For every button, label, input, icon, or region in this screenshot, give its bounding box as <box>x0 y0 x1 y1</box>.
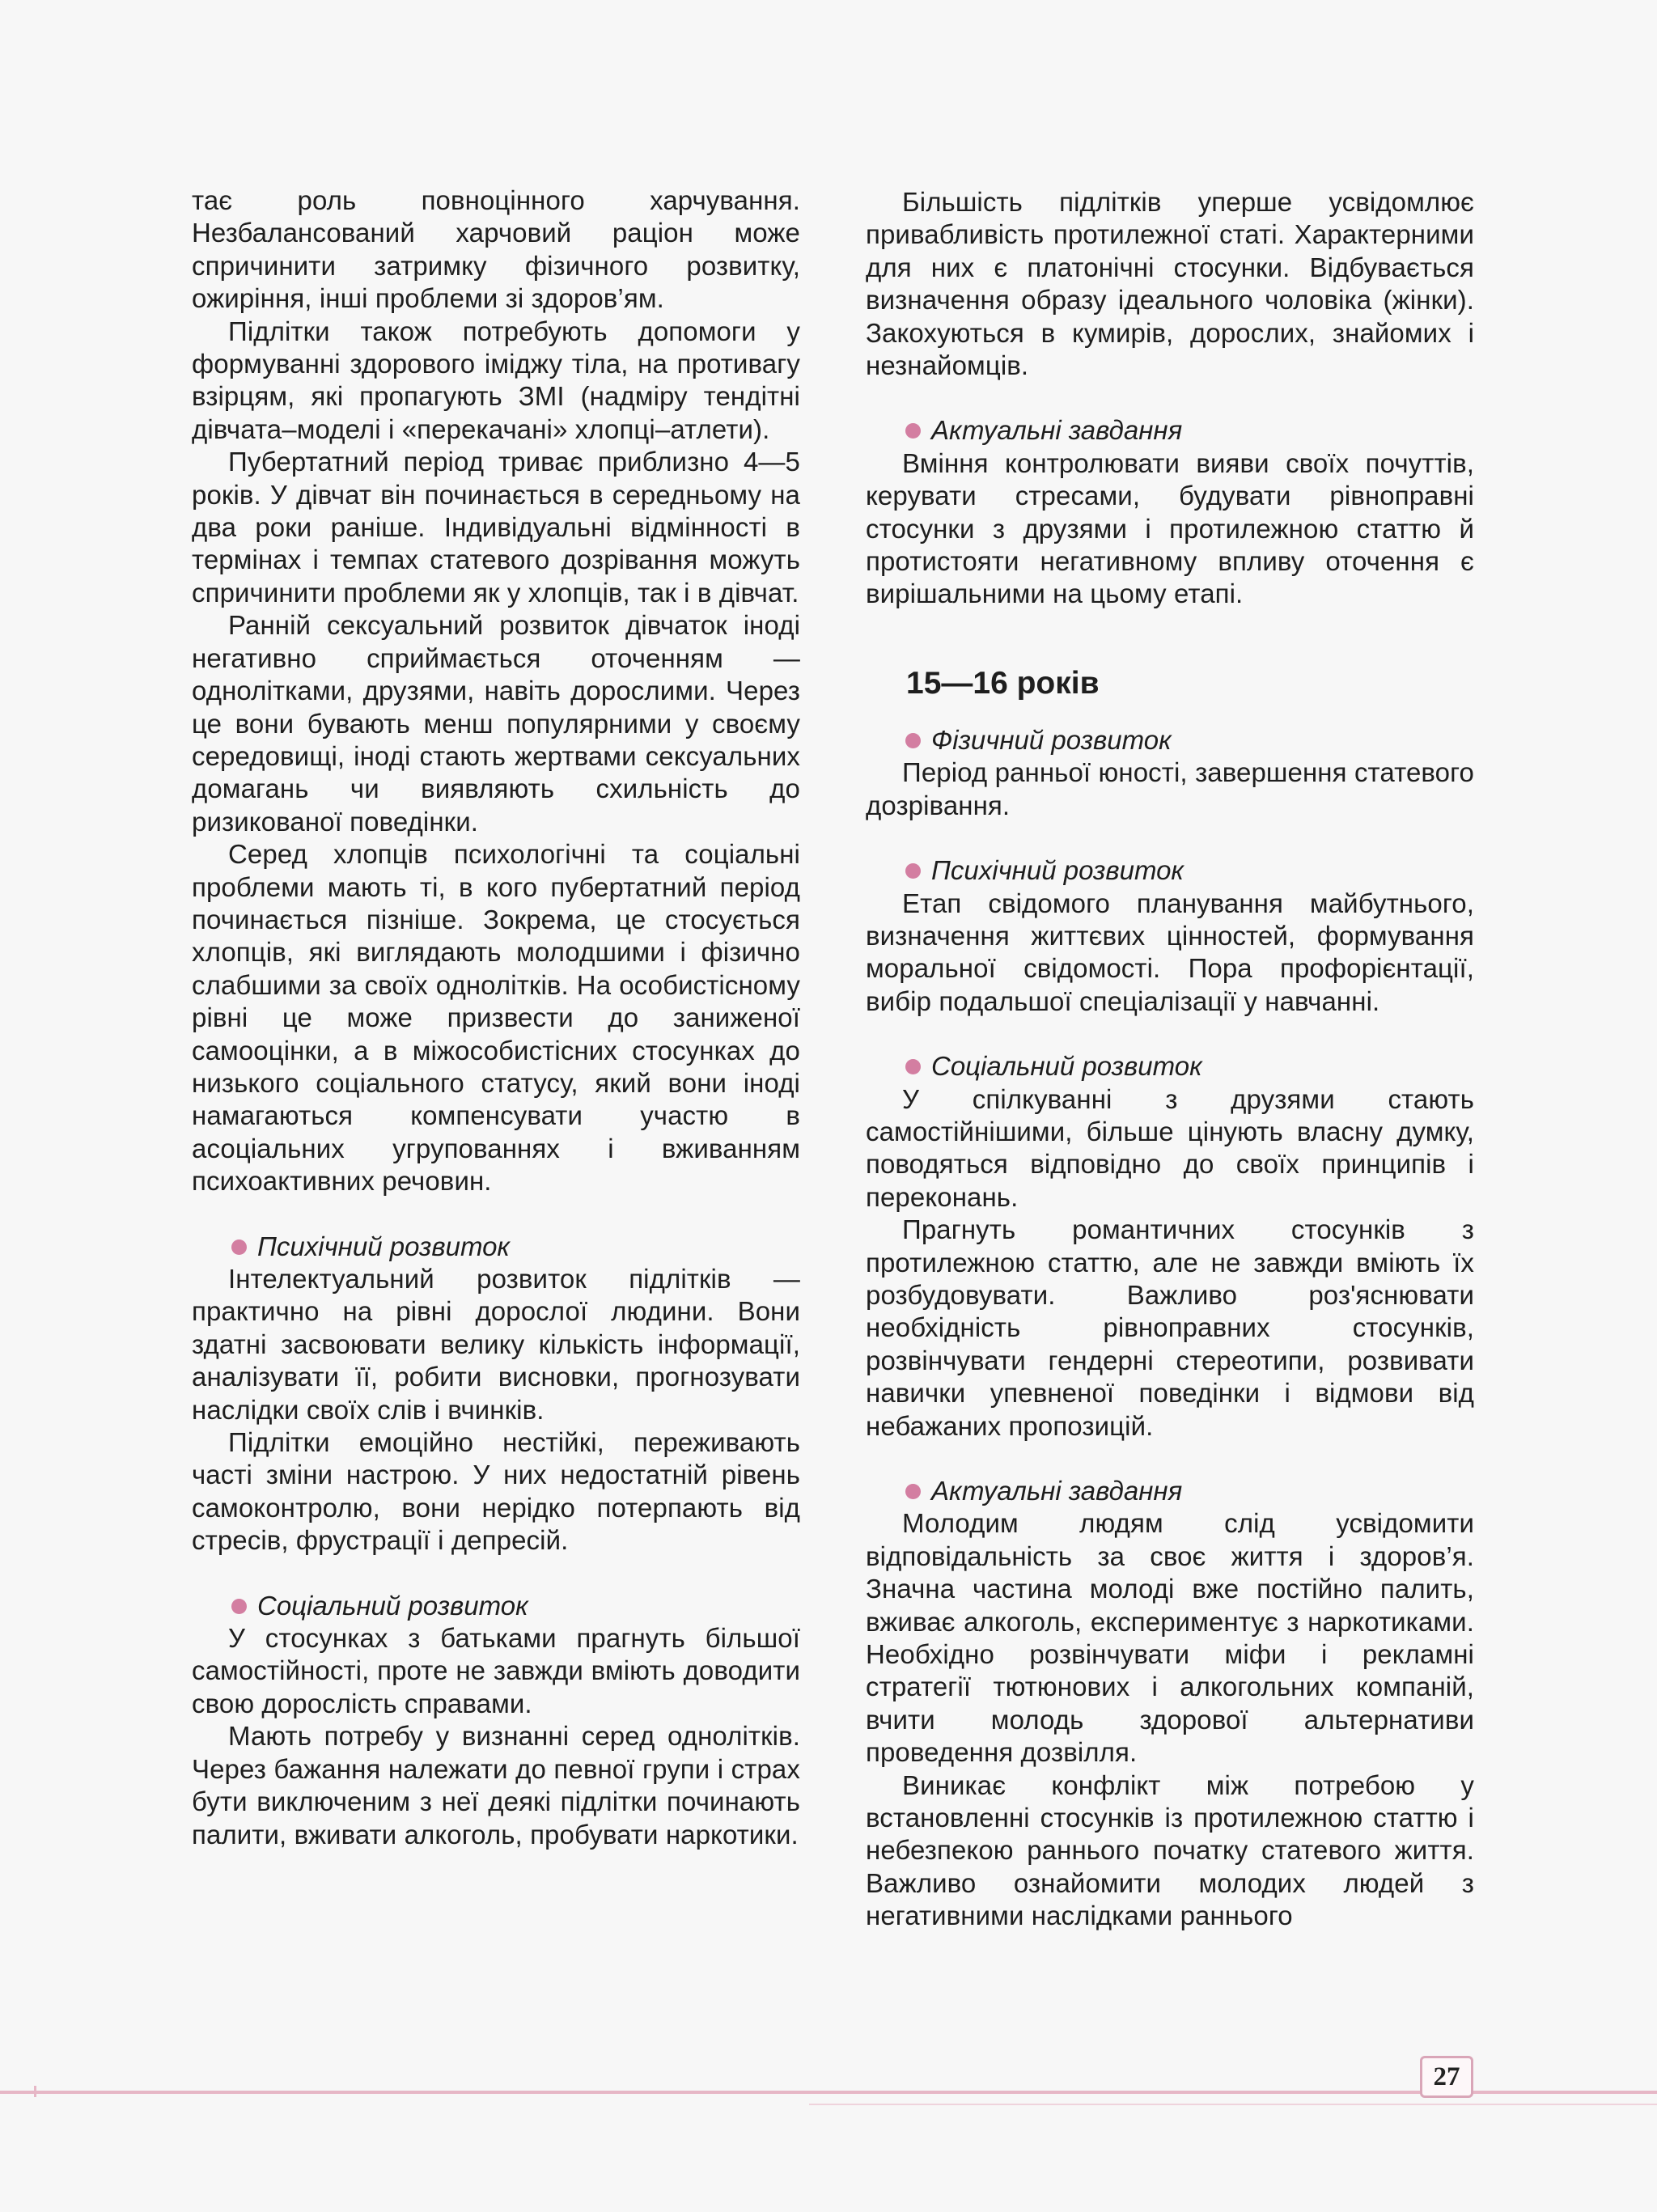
spacer <box>866 1018 1474 1050</box>
subsection-heading <box>192 1231 800 1263</box>
spacer <box>866 611 1474 643</box>
subsection-heading <box>192 1590 800 1622</box>
subsection-heading <box>866 724 1474 756</box>
subsection-heading-label: Фізичний розвиток <box>931 724 1172 755</box>
subsection-heading-label: Актуальні завдання <box>931 1476 1183 1506</box>
paragraph: Серед хлопців психологічні та соціальні проблеми мають ті, в кого пубертатний період починається пізніше. Зокрема, це стосується хлопців, які виглядають молодшими і фізично слабшими за своїх однолітків. На особистісному рівні це може призвести до заниженої самооцінки, а в міжособистісних стосунках до низького соціального статусу, який вони іноді намагаються компенсувати участю в асоціальних угрупованнях і вживанням психоактивних речовин. <box>192 839 800 1197</box>
subsection-heading <box>866 854 1474 887</box>
paragraph: Підлітки також потребують допомоги у формуванні здорового іміджу тіла, на противагу взірцям, які пропагують ЗМІ (надміру тендітні дівчата–моделі і «перекачані» хлопці–атлети). <box>192 316 800 444</box>
left-column <box>192 184 800 1851</box>
spacer <box>866 822 1474 854</box>
subsection-heading-label: Психічний розвиток <box>257 1231 511 1261</box>
paragraph: Прагнуть романтичних стосунків з протилежною статтю, але не завжди вміють їх розбудовувати. Важливо роз'яснювати необхідність рівноправних стосунків, розвінчувати гендерні стереотипи, розвивати навички упевненої поведінки і відмови від небажаних пропозицій. <box>866 1214 1474 1441</box>
paragraph: Молодим людям слід усвідомити відповідальність за своє життя і здоров’я. Значна частина молоді вже постійно палить, вживає алкоголь, експериментує з наркотиками. Необхідно розвінчувати міфи і рекламні стратегії тютюнових і алкогольних компаній, вчити молодь здорової альтернативи проведення дозвілля. <box>866 1508 1474 1768</box>
paragraph: Етап свідомого планування майбутнього, визначення життєвих цінностей, формування моральної свідомості. Пора профорієнтації, вибір подальшої спеціалізації у навчанні. <box>866 888 1474 1016</box>
paragraph: Вміння контролювати вияви своїх почуттів, керувати стресами, будувати рівноправні стосунки з друзями і протилежною статтю й протистояти негативному впливу оточення є вирішальними на цьому етапі. <box>866 447 1474 609</box>
paragraph: У спілкуванні з друзями стають самостійнішими, більше цінують власну думку, поводяться відповідно до своїх принципів і переконань. <box>866 1083 1474 1212</box>
bullet-dot-icon <box>231 1599 247 1614</box>
footer-tick <box>34 2086 36 2097</box>
subsection-heading-label: Соціальний розвиток <box>257 1590 528 1621</box>
footer-divider-secondary <box>809 2104 1657 2105</box>
paragraph: Пубертатний період триває приблизно 4—5 років. У дівчат він починається в середньому на два роки раніше. Індивідуальні відмінності в термінах і темпах статевого дозрівання можуть спричинити проблеми як у хлопців, так і в дівчат. <box>192 447 800 608</box>
spacer <box>866 643 1474 664</box>
bullet-dot-icon <box>905 1059 921 1074</box>
spacer <box>866 703 1474 724</box>
paragraph: Виникає конфлікт між потребою у встановленні стосунків із протилежною статтю і небезпекою раннього початку статевого життя. Важливо ознайомити молодих людей з негативними наслідками раннього <box>866 1769 1474 1931</box>
subsection-heading <box>866 1050 1474 1083</box>
subsection-heading <box>866 1475 1474 1507</box>
paragraph: Ранній сексуальний розвиток дівчаток іноді негативно сприймається оточенням — однолітками, друзями, навіть дорослими. Через це вони бувають менш популярними у своєму середовищі, іноді стають жертвами сексуальних домагань чи виявляють схильність до ризикованої поведінки. <box>192 610 800 837</box>
paragraph: Підлітки емоційно нестійкі, переживають часті зміни настрою. У них недостатній рівень самоконтролю, вони нерідко потерпають від стресів, фрустрації і депресій. <box>192 1427 800 1556</box>
footer-divider <box>0 2091 1657 2094</box>
paragraph: Мають потребу у визнанні серед однолітків. Через бажання належати до певної групи і страх бути виключеним з неї деякі підлітки починають палити, вживати алкоголь, пробувати наркотики. <box>192 1721 800 1850</box>
paragraph: Більшість підлітків уперше усвідомлює привабливість протилежної статі. Характерними для них є платонічні стосунки. Відбувається визначення образу ідеального чоловіка (жінки). Закохуються в кумирів, дорослих, знайомих і незнайомців. <box>866 187 1474 381</box>
spacer <box>192 1557 800 1590</box>
spacer <box>866 382 1474 414</box>
paragraph: тає роль повноцінного харчування. Незбалансований харчовий раціон може спричинити затримку фізичного розвитку, ожиріння, інші проблеми зі здоров’ям. <box>192 185 800 314</box>
section-heading: 15—16 років <box>906 665 1100 701</box>
subsection-heading-label: Соціальний розвиток <box>931 1051 1202 1082</box>
page-number-box <box>1420 2056 1473 2098</box>
bullet-dot-icon <box>905 1484 921 1499</box>
right-column <box>866 186 1474 1933</box>
subsection-heading-label: Психічний розвиток <box>931 855 1184 886</box>
paragraph: У стосунках з батьками прагнуть більшої самостійності, проте не завжди вміють доводити свою дорослість справами. <box>192 1623 800 1718</box>
spacer <box>192 1198 800 1231</box>
subsection-heading-label: Актуальні завдання <box>931 415 1183 446</box>
paragraph: Період ранньої юності, завершення статевого дозрівання. <box>866 757 1474 820</box>
paragraph: Інтелектуальний розвиток підлітків — практично на рівні дорослої людини. Вони здатні засвоювати велику кількість інформації, аналізувати її, робити висновки, прогнозувати наслідки своїх слів і вчинків. <box>192 1264 800 1425</box>
subsection-heading <box>866 414 1474 447</box>
bullet-dot-icon <box>905 863 921 879</box>
spacer <box>866 1443 1474 1475</box>
bullet-dot-icon <box>231 1239 247 1255</box>
page-number: 27 <box>1433 2062 1460 2091</box>
bullet-dot-icon <box>905 733 921 748</box>
